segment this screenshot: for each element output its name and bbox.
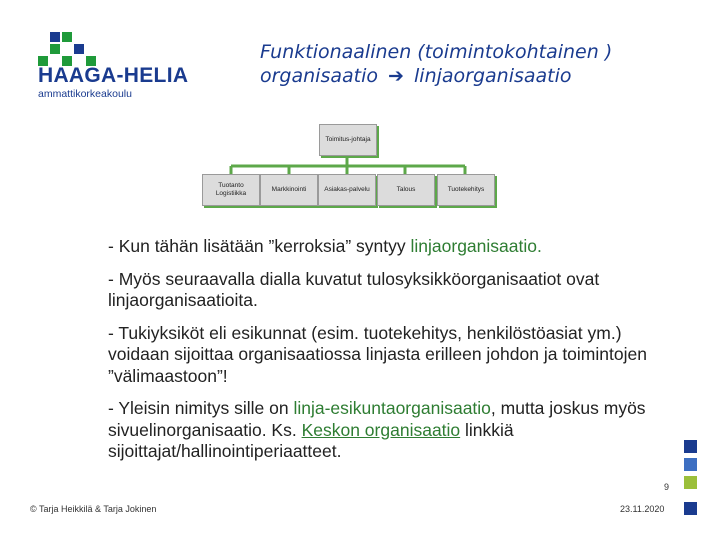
title-line-2 (260, 64, 612, 88)
slide-title (260, 40, 612, 88)
page-number: 9 (664, 482, 670, 492)
paragraph-1 (108, 236, 668, 258)
paragraph-4 (108, 398, 668, 463)
paragraph-3: - Tukiyksiköt eli esikunnat (esim. tuotekehitys, henkilöstöasiat ym.) voidaan sijoittaa organisaatiossa linjasta erilleen johdon ja toimintojen ”välimaastoon”! (108, 322, 647, 386)
title-line-2-left: organisaatio (260, 65, 378, 87)
square-icon (684, 458, 697, 471)
logo-name: HAAGA-HELIA (38, 64, 189, 87)
logo-mark-icon (38, 32, 102, 68)
highlight-linja-esikunta: linja-esikuntaorganisaatio (293, 398, 491, 418)
logo-subtitle: ammattikorkeakoulu (38, 88, 132, 100)
org-node-child: Markkinointi (260, 174, 318, 206)
paragraph-4-prefix: - Yleisin nimitys sille on (108, 398, 294, 418)
haaga-helia-logo (38, 32, 208, 102)
org-node-child: Tuotekehitys (437, 174, 495, 206)
org-node-child: Asiakas-palvelu (318, 174, 376, 206)
arrow-right-icon: ➔ (388, 65, 404, 87)
footer-copyright: © Tarja Heikkilä & Tarja Jokinen (30, 504, 157, 514)
org-node-root: Toimitus-johtaja (319, 124, 377, 156)
footer-date: 23.11.2020 (620, 504, 665, 514)
paragraph-2: - Myös seuraavalla dialla kuvatut tulosyksikköorganisaatiot ovat linjaorganisaatioita. (108, 268, 600, 310)
square-icon (684, 476, 697, 489)
org-node-child: Tuotanto Logistiikka (202, 174, 260, 206)
slide-body (108, 236, 668, 474)
paragraph-1-text: - Kun tähän lisätään ”kerroksia” syntyy (108, 236, 411, 256)
square-icon (684, 440, 697, 453)
paragraph-4-middle: , mutta joskus myös sivuelinorganisaatio. Ks. (108, 398, 646, 440)
paragraph-4-suffix: linkkiä sijoittajat/hallinointiperiaatteet. (108, 419, 514, 461)
square-icon (684, 502, 697, 515)
title-line-1: Funktionaalinen (toimintokohtainen ) (260, 41, 613, 63)
title-line-2-right: linjaorganisaatio (414, 65, 572, 87)
highlight-linjaorganisaatio: linjaorganisaatio. (410, 236, 542, 256)
keskon-organisaatio-link[interactable]: Keskon organisaatio (301, 419, 461, 440)
org-node-child: Talous (377, 174, 435, 206)
